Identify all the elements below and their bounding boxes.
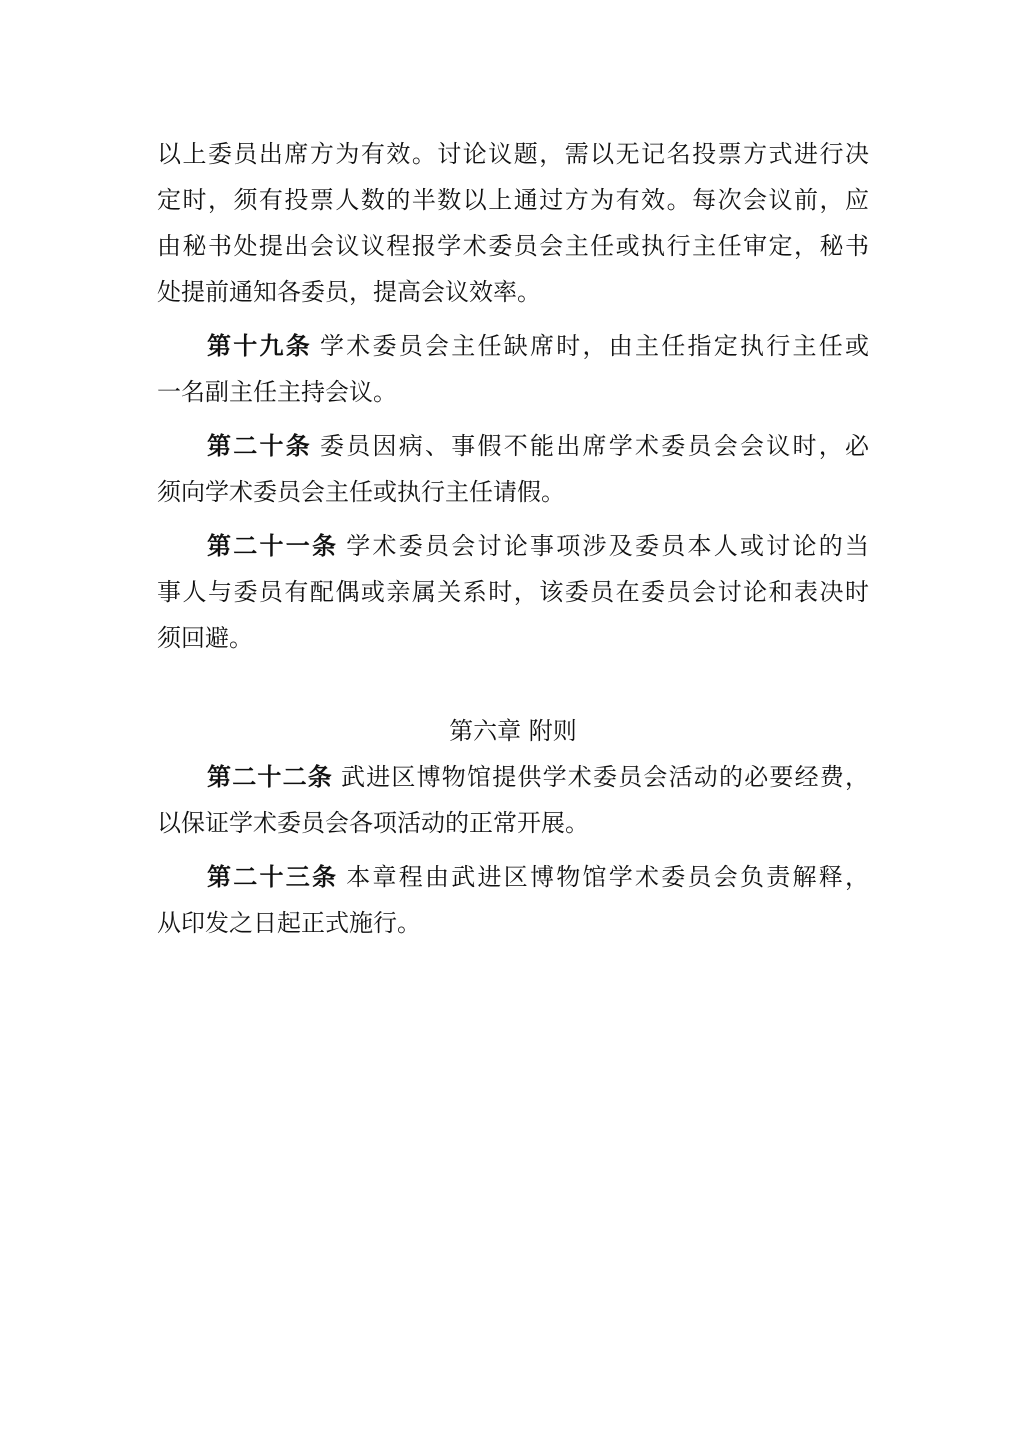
text-line: 以上委员出席方为有效。讨论议题，需以无记名投票方式进行决 bbox=[157, 140, 869, 168]
text-line: 须回避。 bbox=[157, 624, 253, 652]
text-line: 从印发之日起正式施行。 bbox=[157, 909, 421, 937]
text-line bbox=[157, 323, 869, 369]
article-19 bbox=[157, 323, 869, 415]
text: 学术委员会主任缺席时，由主任指定执行主任或 bbox=[320, 332, 869, 360]
article-number: 第二十二条 bbox=[207, 762, 333, 791]
text-line: 事人与委员有配偶或亲属关系时，该委员在委员会讨论和表决时 bbox=[157, 578, 869, 606]
article-number: 第二十三条 bbox=[207, 862, 339, 891]
text-line bbox=[157, 754, 869, 800]
text-line bbox=[157, 854, 869, 900]
article-number: 第十九条 bbox=[207, 331, 312, 360]
text-line: 定时，须有投票人数的半数以上通过方为有效。每次会议前，应 bbox=[157, 186, 869, 214]
text-line: 由秘书处提出会议议程报学术委员会主任或执行主任审定，秘书 bbox=[157, 232, 869, 260]
text: 武进区博物馆提供学术委员会活动的必要经费， bbox=[341, 763, 869, 791]
document-page bbox=[157, 131, 869, 954]
article-21 bbox=[157, 523, 869, 661]
article-20 bbox=[157, 423, 869, 515]
article-23 bbox=[157, 854, 869, 946]
paragraph-continuation bbox=[157, 131, 869, 315]
text-line bbox=[157, 423, 869, 469]
text: 学术委员会讨论事项涉及委员本人或讨论的当 bbox=[346, 532, 869, 560]
article-number: 第二十一条 bbox=[207, 531, 339, 560]
text-line: 处提前通知各委员，提高会议效率。 bbox=[157, 278, 541, 306]
chapter-title: 第六章 附则 bbox=[449, 717, 577, 745]
text: 委员因病、事假不能出席学术委员会会议时，必 bbox=[320, 432, 869, 460]
text-line: 须向学术委员会主任或执行主任请假。 bbox=[157, 478, 565, 506]
text-line: 以保证学术委员会各项活动的正常开展。 bbox=[157, 809, 589, 837]
text: 本章程由武进区博物馆学术委员会负责解释， bbox=[346, 863, 869, 891]
text-line bbox=[157, 523, 869, 569]
article-22 bbox=[157, 754, 869, 846]
text-line: 一名副主任主持会议。 bbox=[157, 378, 397, 406]
article-number: 第二十条 bbox=[207, 431, 312, 460]
